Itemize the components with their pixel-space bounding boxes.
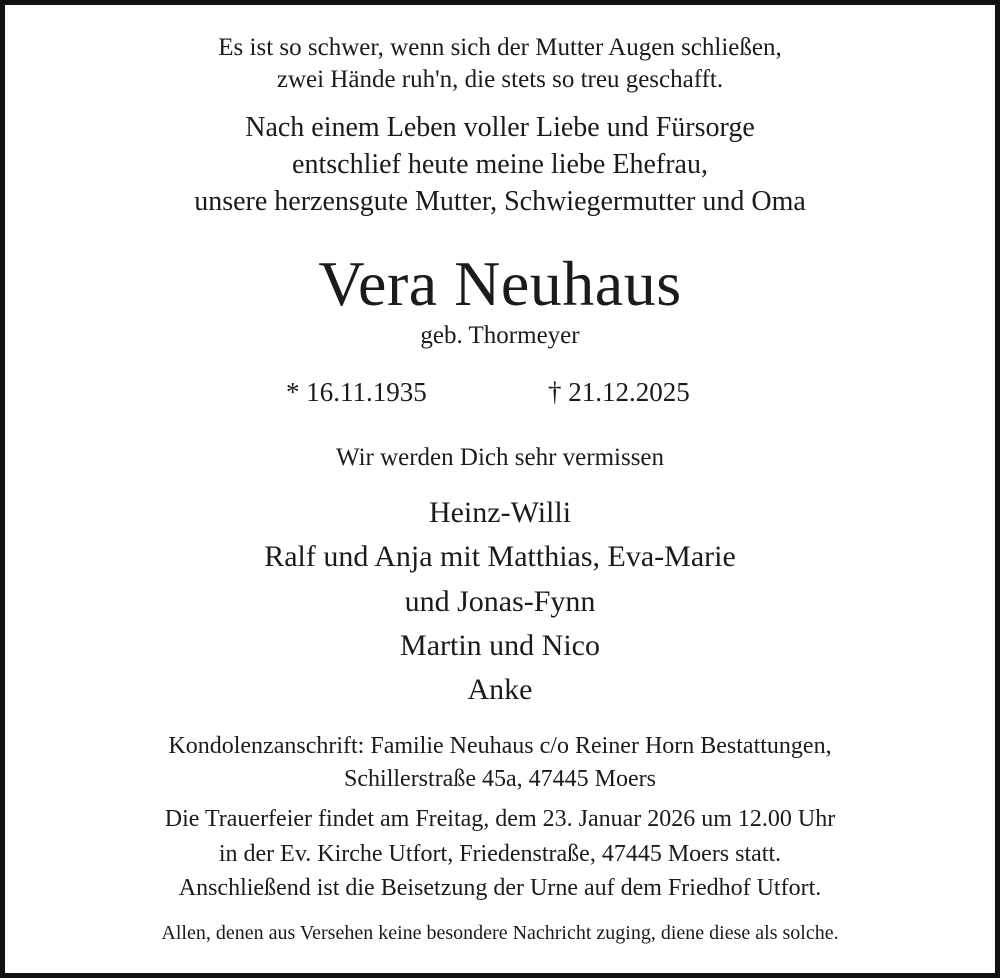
maiden-name: geb. Thormeyer [420,322,580,349]
death-date: † 21.12.2025 [548,377,690,407]
info-line: in der Ev. Kirche Utfort, Friedenstraße, 47445 Moers statt. [218,841,782,867]
intro-line: unsere herzensgute Mutter, Schwiegermutter und Oma [194,186,806,217]
info-line: Die Trauerfeier findet am Freitag, dem 23. Januar 2026 um 12.00 Uhr [164,806,836,832]
verse-line: Es ist so schwer, wenn sich der Mutter Augen schließen, [218,34,782,61]
farewell-line: Wir werden Dich sehr vermissen [335,444,665,471]
footer-note: Allen, denen aus Versehen keine besondere Nachricht zuging, diene diese als solche. [161,922,839,944]
family-line: Heinz-Willi [428,496,572,529]
family-line: und Jonas-Fynn [404,585,596,618]
info-line: Anschließend ist die Beisetzung der Urne auf dem Friedhof Utfort. [178,875,822,901]
deceased-name: Vera Neuhaus [318,248,682,319]
family-line: Ralf und Anja mit Matthias, Eva-Marie [264,540,736,573]
info-line: Schillerstraße 45a, 47445 Moers [344,766,656,792]
family-line: Anke [467,673,533,706]
birth-date: * 16.11.1935 [286,377,427,407]
verse-line: zwei Hände ruh'n, die stets so treu geschafft. [276,66,724,93]
intro-line: entschlief heute meine liebe Ehefrau, [292,149,708,180]
intro-line: Nach einem Leben voller Liebe und Fürsorge [245,112,755,143]
family-line: Martin und Nico [400,629,600,662]
info-line: Kondolenzanschrift: Familie Neuhaus c/o Reiner Horn Bestattungen, [168,733,832,759]
